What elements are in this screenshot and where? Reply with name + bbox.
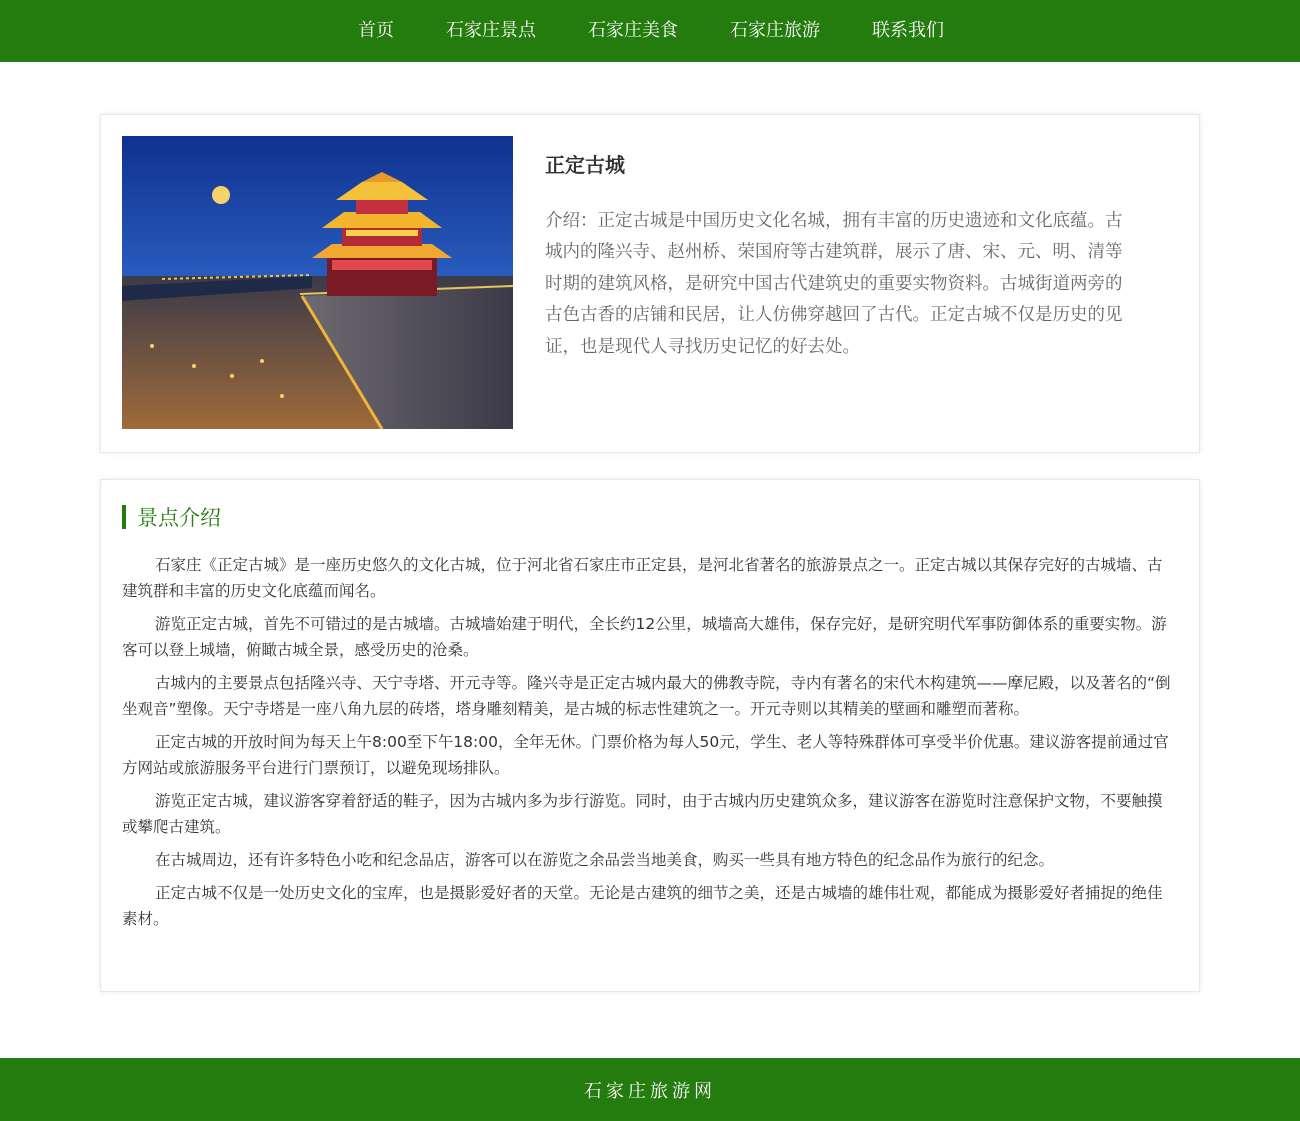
intro-paragraph: 石家庄《正定古城》是一座历史悠久的文化古城，位于河北省石家庄市正定县，是河北省著名的旅游景点之一。正定古城以其保存完好的古城墙、古建筑群和丰富的历史文化底蕴而闻名。 (122, 556, 1163, 600)
nav-item-contact[interactable]: 联系我们 (872, 20, 944, 41)
nav-item-home[interactable]: 首页 (358, 20, 394, 41)
intro-paragraph: 正定古城不仅是一处历史文化的宝库，也是摄影爱好者的天堂。无论是古建筑的细节之美，还是古城墙的雄伟壮观，都能成为摄影爱好者捕捉的绝佳素材。 (122, 884, 1163, 928)
attraction-summary-card (100, 114, 1200, 453)
attraction-title: 正定古城 (545, 153, 625, 177)
intro-paragraphs (122, 552, 1177, 939)
heading-accent-bar (122, 505, 126, 529)
intro-paragraph: 古城内的主要景点包括隆兴寺、天宁寺塔、开元寺等。隆兴寺是正定古城内最大的佛教寺院，寺内有著名的宋代木构建筑——摩尼殿，以及著名的“倒坐观音”塑像。天宁寺塔是一座八角九层的砖塔，塔身雕刻精美，是古城的标志性建筑之一。开元寺则以其精美的壁画和雕塑而著称。 (122, 674, 1171, 718)
site-footer (0, 1058, 1300, 1121)
nav-item-travel[interactable]: 石家庄旅游 (730, 20, 820, 41)
nav-item-food[interactable]: 石家庄美食 (588, 20, 678, 41)
intro-paragraph: 游览正定古城，首先不可错过的是古城墙。古城墙始建于明代，全长约12公里，城墙高大雄伟，保存完好，是研究明代军事防御体系的重要实物。游客可以登上城墙，俯瞰古城全景，感受历史的沧桑。 (122, 615, 1167, 659)
footer-site-name: 石家庄旅游网 (584, 1080, 716, 1102)
city-gate-night-illustration (122, 136, 513, 429)
intro-paragraph: 在古城周边，还有许多特色小吃和纪念品店，游客可以在游览之余品尝当地美食，购买一些具有地方特色的纪念品作为旅行的纪念。 (155, 851, 1055, 869)
attraction-intro-card (100, 479, 1200, 992)
attraction-description: 介绍：正定古城是中国历史文化名城，拥有丰富的历史遗迹和文化底蕴。古城内的隆兴寺、赵州桥、荣国府等古建筑群，展示了唐、宋、元、明、清等时期的建筑风格，是研究中国古代建筑史的重要实物资料。古城街道两旁的古色古香的店铺和民居，让人仿佛穿越回了古代。正定古城不仅是历史的见证，也是现代人寻找历史记忆的好去处。 (545, 211, 1123, 357)
nav-menu (358, 0, 944, 62)
ancient-city-gate-photo (122, 136, 513, 429)
section-heading (122, 504, 221, 530)
nav-item-attractions[interactable]: 石家庄景点 (446, 20, 536, 41)
top-navigation-bar (0, 0, 1300, 62)
section-heading-text: 景点介绍 (137, 506, 221, 530)
intro-paragraph: 正定古城的开放时间为每天上午8:00至下午18:00，全年无休。门票价格为每人50元，学生、老人等特殊群体可享受半价优惠。建议游客提前通过官方网站或旅游服务平台进行门票预订，以避免现场排队。 (122, 733, 1169, 777)
intro-paragraph: 游览正定古城，建议游客穿着舒适的鞋子，因为古城内多为步行游览。同时，由于古城内历史建筑众多，建议游客在游览时注意保护文物，不要触摸或攀爬古建筑。 (122, 792, 1163, 836)
